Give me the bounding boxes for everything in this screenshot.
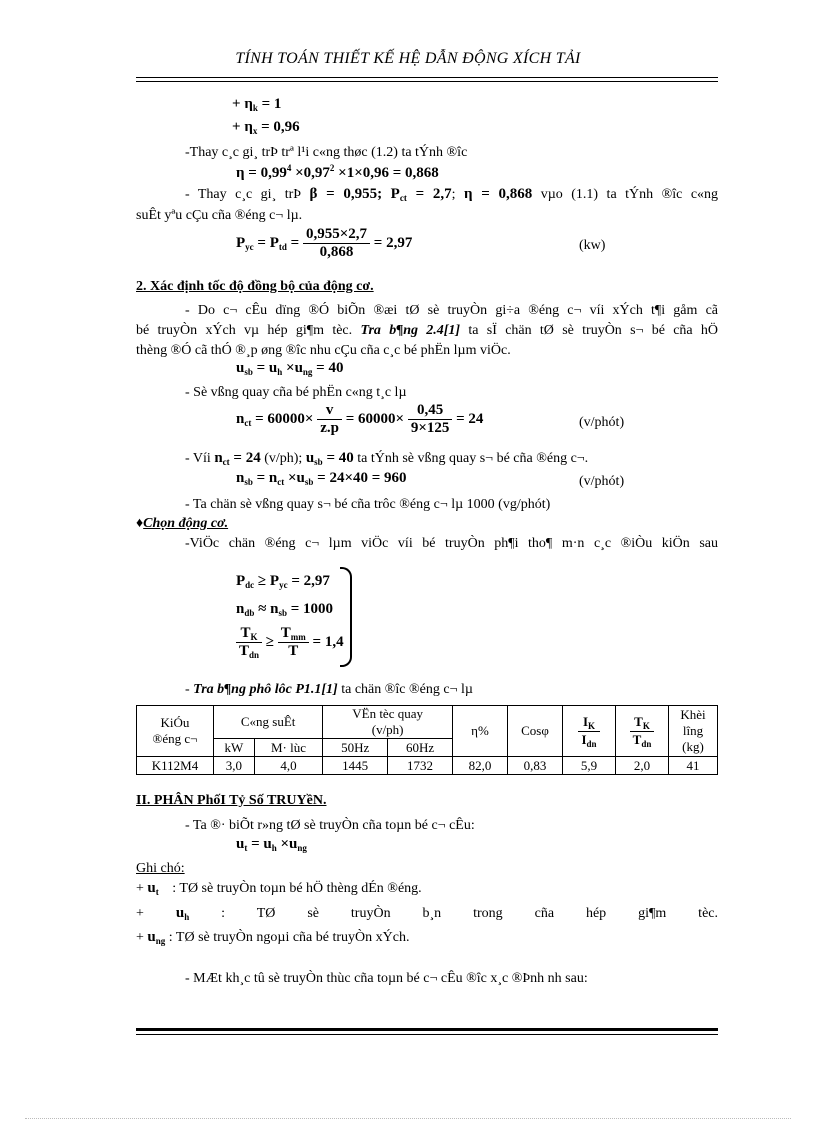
para-ratio-l3: thèng ®Ó cã thÓ ®¸p øng ®îc nhu cÇu cña c¸c bé phËn lµm viÖc.	[136, 343, 511, 358]
para-choose-speed: - Ta chän sè vßng quay s¬ bé cña trôc ®éng c¬ lµ 1000 (vg/phót)	[185, 497, 551, 512]
th-speed: VËn tèc quay (v/ph)	[323, 706, 453, 739]
eq-n-sb: $n_{sb} = n_{ct} \times u_{sb} = 24\times 40 = 960$	[236, 470, 407, 487]
motor-spec-table	[136, 705, 718, 775]
header-rule-bottom	[136, 81, 718, 82]
cond-power: $P_{dc} \ge P_{yc} = 2,97$	[236, 573, 330, 590]
diamond-bullet-icon: ♦	[136, 516, 144, 531]
para-total-ratio: - Ta ®· biÕt r»ng tØ sè truyÒn cña toµn bé c¬ cÊu:	[185, 818, 475, 833]
th-hp: M· lùc	[254, 739, 323, 757]
cond-speed: $n_{db} \approx n_{sb} = 1000$	[236, 601, 334, 618]
cell-ik-idn: 5,9	[563, 757, 616, 775]
unit-vphut-1: (v/phót)	[579, 415, 625, 430]
para-ratio-l1: - Do c¬ cÊu dïng ®Ó biÕn ®æi tØ sè truyÒn gi÷a ®éng c¬ víi xÝch t¶i gåm cã	[185, 303, 718, 318]
header-rule-top	[136, 77, 718, 78]
cell-mass: 41	[669, 757, 718, 775]
section-title-sync-speed: 2. Xác định tốc độ đồng bộ của động cơ.	[136, 279, 374, 294]
note-uh: + $u_h$ : TØ sè truyÒn b¸n trong cña hép gi¶m tèc.	[136, 905, 718, 922]
unit-vphut-2: (v/phót)	[579, 474, 625, 489]
footer-rule-thin	[136, 1034, 718, 1035]
page-header-title: TÍNH TOÁN THIẾT KẾ HỆ DẪN ĐỘNG XÍCH TẢI	[235, 50, 581, 67]
cell-kw: 3,0	[214, 757, 255, 775]
cond-torque: $\frac{T_K}{T_{dn}}$ ≥ $\frac{T_{mm}}{T}$ = 1,4	[236, 625, 344, 660]
para-table-ref: - Tra b¶ng phô lôc P1.1[1] ta chän ®îc ®éng c¬ lµ	[185, 682, 473, 697]
unit-kw: (kw)	[579, 238, 606, 253]
th-type: KiÓu ®éng c¬	[137, 706, 214, 757]
cell-model: K112M4	[137, 757, 214, 775]
conditions-brace	[340, 567, 352, 667]
eq-eta-total: $\eta = 0,99^4 \times 0,97^2 \times 1\times 0,96 = 0,868$	[236, 163, 439, 181]
eq-u-t: $u_t = u_h \times u_{ng}$	[236, 836, 307, 853]
para-ratio-l2: bé truyÒn xÝch vµ hép gi¶m tèc. Tra b¶ng 2.4[1] ta sÏ chän tØ sè truyÒn s¬ bé cña hÖ	[136, 323, 719, 338]
para-work-speed: - Sè vßng quay cña bé phËn c«ng t¸c lµ	[185, 385, 407, 400]
page-edge-dots	[25, 1118, 791, 1119]
cell-cos: 0,83	[508, 757, 563, 775]
subsection-choose-motor: ♦Chọn động cơ.	[136, 516, 229, 531]
th-kw: kW	[214, 739, 255, 757]
section-title-ratio: II. PHÂN PhốI Tỷ Số TRUYềN.	[136, 793, 327, 808]
eq-eta-k: + $\eta_k = 1$	[232, 96, 282, 113]
note-ut: + $u_t$ : TØ sè truyÒn toµn bé hÖ thèng dÉn ®éng.	[136, 880, 422, 897]
cell-50hz: 1445	[323, 757, 388, 775]
cell-tk-tdn: 2,0	[616, 757, 669, 775]
para-with-values: - Víi $n_{ct} = 24$ (v/ph); $u_{sb} = 40$ ta tÝnh sè vßng quay s¬ bé cña ®éng c¬.	[185, 450, 589, 467]
cell-eta: 82,0	[453, 757, 508, 775]
cell-60hz: 1732	[388, 757, 453, 775]
eq-u-sb: $u_{sb} = u_h \times u_{ng} = 40$	[236, 360, 344, 377]
note-ung: + $u_{ng}$ : TØ sè truyÒn ngoµi cña bé truyÒn xÝch.	[136, 929, 410, 946]
th-power: C«ng suÊt	[214, 706, 323, 739]
eq-p-yc: $P_{yc} = P_{td}$ = $\frac{0,955\times 2,7}{0,868}$ = 2,97	[236, 226, 413, 260]
th-eta: η%	[453, 706, 508, 757]
para-required-power: suÊt yªu cÇu cña ®éng c¬ lµ.	[136, 208, 303, 223]
para-conditions: -ViÖc chän ®éng c¬ lµm viÖc víi bé truyÒn ph¶i tho¶ m·n c¸c ®iÒu kiÖn sau	[185, 536, 718, 551]
cell-hp: 4,0	[254, 757, 323, 775]
th-50hz: 50Hz	[323, 739, 388, 757]
th-tk-tdn: $\frac{T_K}{T_{dn}}$	[616, 706, 669, 757]
th-mass: Khèi lîng (kg)	[669, 706, 718, 757]
table-row	[137, 757, 718, 775]
para-substitute: -Thay c¸c gi¸ trÞ trª l¹i c«ng thøc (1.2) ta tÝnh ®îc	[185, 145, 468, 160]
th-60hz: 60Hz	[388, 739, 453, 757]
eq-n-ct: $n_{ct} = 60000\times$ $\frac{v}{z.p}$ = 60000× $\frac{0,45}{9\times 125}$ = 24	[236, 402, 484, 436]
eq-eta-x: + $\eta_x = 0,96$	[232, 119, 300, 136]
th-cos: Cosφ	[508, 706, 563, 757]
para-substitute-values: - Thay c¸c gi¸ trÞ β = 0,955; $P_{ct} = 2,7$; η = 0,868 vµo (1.1) ta tÝnh ®îc c«ng	[185, 186, 719, 203]
footer-rule-thick	[136, 1028, 718, 1031]
note-title: Ghi chó:	[136, 861, 185, 876]
para-actual-ratio: - MÆt kh¸c tû sè truyÒn thùc cña toµn bé c¬ cÊu ®îc x¸c ®Þnh nh sau:	[185, 971, 588, 986]
th-ik-idn: $\frac{I_K}{I_{dn}}$	[563, 706, 616, 757]
